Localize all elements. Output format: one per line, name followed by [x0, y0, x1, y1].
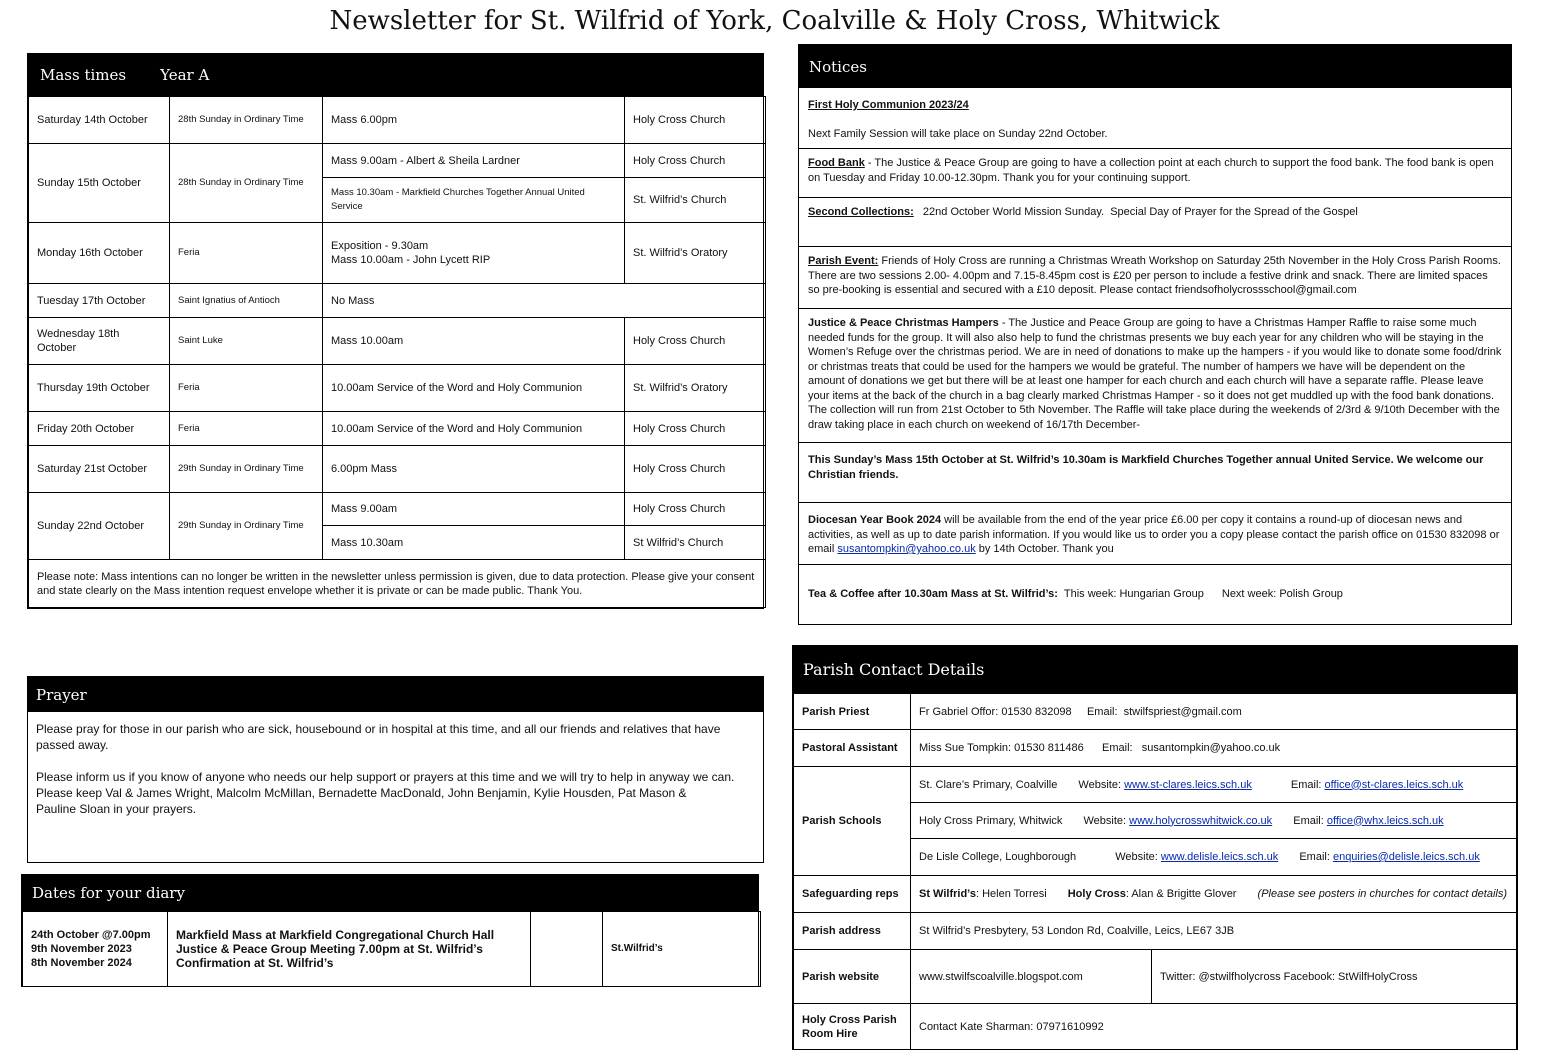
- notice-christmas-hampers: [799, 309, 1511, 443]
- school-email-link[interactable]: office@whx.leics.sch.uk: [1326, 814, 1444, 827]
- email-label: Email:: [1293, 814, 1327, 827]
- safeguard-name: : Helen Torresi: [975, 888, 1047, 900]
- safeguard-name: : Alan & Brigitte Glover: [1125, 888, 1237, 900]
- notice-text: This week: Hungarian Group: [1057, 588, 1204, 601]
- day-cell: Tuesday 17th October: [29, 284, 170, 318]
- notice-title: Second Collections:: [808, 206, 914, 218]
- prayer-panel: [27, 676, 764, 863]
- diary-event: Justice & Peace Group Meeting 7.00pm at St. Wilfrid’s: [176, 942, 483, 956]
- notice-text: will be available from the end of the year price £6.00 per copy it contains a round-up of diocesan news and activities, as well as up to date parish information. If you would like us to order you a copy please contact the parish office on 01530 832098 or email: [808, 514, 1500, 555]
- contact-value: St Wilfrid’s Presbytery, 53 London Rd, Coalville, Leics, LE67 3JB: [911, 913, 1517, 950]
- mass-times-title: Mass times: [40, 66, 127, 84]
- notices-panel: [798, 44, 1512, 625]
- notice-first-communion: [799, 88, 1511, 149]
- school-website-link[interactable]: www.holycrosswhitwick.co.uk: [1129, 814, 1273, 827]
- table-row: [29, 560, 766, 608]
- feast-cell: Feria: [170, 365, 323, 412]
- contact-value: Contact Kate Sharman: 07971610992: [911, 1004, 1517, 1050]
- table-row: [794, 913, 1517, 950]
- email-label: Email:: [1290, 778, 1325, 791]
- social-media: Twitter: @stwilfholycross Facebook: StWilfHolyCross: [1152, 950, 1517, 1004]
- prayer-header: Prayer: [28, 677, 763, 712]
- school-website-link[interactable]: www.st-clares.leics.sch.uk: [1124, 778, 1252, 791]
- contact-label: Parish website: [794, 950, 911, 1004]
- diary-event: Markfield Mass at Markfield Congregational Church Hall: [176, 928, 495, 942]
- feast-cell: Saint Ignatius of Antioch: [170, 284, 323, 318]
- page-title: Newsletter for St. Wilfrid of York, Coalville & Holy Cross, Whitwick: [329, 6, 1220, 36]
- parish-website[interactable]: www.stwilfscoalville.blogspot.com: [911, 950, 1152, 1004]
- diary-table: [22, 911, 761, 987]
- notice-second-collections: [799, 198, 1511, 247]
- prayer-body: [28, 712, 763, 826]
- feast-cell: 28th Sunday in Ordinary Time: [170, 144, 323, 223]
- place-cell: St. Wilfrid’s Oratory: [625, 365, 766, 412]
- place-cell: Holy Cross Church: [625, 412, 766, 446]
- notice-text: 22nd October World Mission Sunday. Special Day of Prayer for the Spread of the Gospel: [913, 206, 1358, 218]
- day-cell: Wednesday 18th October: [29, 318, 170, 365]
- notice-text: - The Justice & Peace Group are going to have a collection point at each church to support the food bank. The food bank is open on Tuesday and Friday 10.00-12.30pm. Thank you for your continuing support.: [808, 157, 1494, 184]
- safeguard-church: Holy Cross: [1067, 888, 1126, 900]
- contact-label: Parish address: [794, 913, 911, 950]
- table-row: [29, 97, 766, 144]
- notice-text: Friends of Holy Cross are running a Christmas Wreath Workshop on Saturday 25th November in the Holy Cross Parish Rooms. There are two sessions 2.00- 4.00pm and 7.15-8.45pm cost is £20 per person to include a festive drink and snack. There are limited spaces so pre-booking is essential and secured with a £10 deposit. Please contact friendsofholycrossschool@gmail.com: [808, 255, 1501, 296]
- email-label: Email:: [1299, 851, 1333, 863]
- table-row: [794, 876, 1517, 913]
- diary-place: St.Wilfrid’s: [603, 912, 761, 987]
- mass-cell: Mass 9.00am: [323, 493, 625, 526]
- notice-title: First Holy Communion 2023/24: [808, 99, 969, 111]
- notice-title: Justice & Peace Christmas Hampers: [808, 317, 999, 329]
- notice-title: Tea & Coffee after 10.30am Mass at St. Wilfrid’s:: [808, 588, 1058, 601]
- mass-cell: Mass 10.30am - Markfield Churches Together Annual United Service: [323, 178, 625, 223]
- day-cell: Saturday 14th October: [29, 97, 170, 144]
- mass-times-panel: [27, 53, 764, 609]
- diary-panel: [21, 874, 759, 987]
- diary-dates: [23, 912, 168, 987]
- day-cell: Saturday 21st October: [29, 446, 170, 493]
- prayer-text: Please inform us if you know of anyone who needs our help support or prayers at this time and we will try to help in anyway we can.: [36, 770, 735, 784]
- school-email-link[interactable]: enquiries@delisle.leics.sch.uk: [1332, 851, 1480, 863]
- table-row: [794, 730, 1517, 767]
- feast-cell: 28th Sunday in Ordinary Time: [170, 97, 323, 144]
- table-row: [794, 694, 1517, 730]
- contact-label: Holy Cross Parish Room Hire: [794, 1004, 911, 1050]
- school-row: [911, 839, 1517, 876]
- place-cell: Holy Cross Church: [625, 493, 766, 526]
- day-cell: Monday 16th October: [29, 223, 170, 284]
- place-cell: St. Wilfrid’s Oratory: [625, 223, 766, 284]
- contact-value: Fr Gabriel Offor: 01530 832098 Email: stwilfspriest@gmail.com: [911, 694, 1517, 730]
- contact-label: Parish Schools: [794, 767, 911, 876]
- day-cell: Sunday 15th October: [29, 144, 170, 223]
- safeguard-church: St Wilfrid’s: [919, 888, 976, 900]
- school-email-link[interactable]: office@st-clares.leics.sch.uk: [1324, 778, 1464, 791]
- diary-header: Dates for your diary: [22, 875, 758, 911]
- school-website-link[interactable]: www.delisle.leics.sch.uk: [1160, 851, 1279, 863]
- table-row: [29, 223, 766, 284]
- mass-line: Mass 10.00am - John Lycett RIP: [331, 254, 491, 266]
- feast-cell: Feria: [170, 223, 323, 284]
- mass-cell: Mass 10.30am: [323, 526, 625, 560]
- day-cell: Thursday 19th October: [29, 365, 170, 412]
- mass-cell: 10.00am Service of the Word and Holy Communion: [323, 365, 625, 412]
- notice-text: Next week: Polish Group: [1221, 588, 1343, 601]
- notice-text: Next Family Session will take place on Sunday 22nd October.: [808, 127, 1108, 140]
- contact-value: Miss Sue Tompkin: 01530 811486 Email: susantompkin@yahoo.co.uk: [911, 730, 1517, 767]
- place-cell: Holy Cross Church: [625, 144, 766, 178]
- notice-tea-coffee: [799, 565, 1511, 624]
- school-name: St. Clare’s Primary, Coalville: [919, 778, 1058, 791]
- notice-title: Diocesan Year Book 2024: [808, 514, 942, 526]
- table-row: [29, 284, 766, 318]
- feast-cell: 29th Sunday in Ordinary Time: [170, 446, 323, 493]
- contact-label: Pastoral Assistant: [794, 730, 911, 767]
- contact-table: [793, 693, 1517, 1050]
- prayer-text: Pauline Sloan in your prayers.: [36, 802, 197, 816]
- diary-events: [168, 912, 531, 987]
- notice-text: - The Justice and Peace Group are going to have a Christmas Hamper Raffle to raise some much needed funds for the group. It will also also help to fund the christmas presents we buy each year for any children who will be staying in the Women’s Refuge over the christmas period. We are in need of donations to make up the hampers - if you would like to donate some food/drink or christmas treats that could be used for the hampers we would be grateful. The number of hampers we have will be dependent on the amount of donations we get but there will be at least one hamper for each church and each church will have a separate raffle. Please leave your items at the back of the church in a bag clearly marked Christmas Hamper - so it does not get muddled up with the food bank donations. The collection will run from 21st October to 5th November. The Raffle will take place during the weekends of 2/3rd & 9/10th December with the draw taking place in each church on weekend of 16/17th December-: [808, 317, 1502, 431]
- place-cell: St Wilfrid’s Church: [625, 526, 766, 560]
- table-row: [794, 767, 1517, 803]
- feast-cell: 29th Sunday in Ordinary Time: [170, 493, 323, 560]
- contact-label: Safeguarding reps: [794, 876, 911, 913]
- day-cell: Friday 20th October: [29, 412, 170, 446]
- notice-year-book: [799, 503, 1511, 565]
- mass-line: Exposition - 9.30am: [331, 240, 429, 252]
- mass-cell: No Mass: [323, 284, 766, 318]
- table-row: [29, 493, 766, 526]
- day-cell: Sunday 22nd October: [29, 493, 170, 560]
- school-row: [911, 767, 1517, 803]
- email-link[interactable]: susantompkin@yahoo.co.uk: [837, 543, 976, 555]
- contact-label: Parish Priest: [794, 694, 911, 730]
- table-row: [29, 446, 766, 493]
- website-label: Website:: [1115, 851, 1161, 863]
- mass-times-header: [28, 54, 763, 96]
- liturgical-year: Year A: [160, 66, 210, 84]
- table-row: [29, 412, 766, 446]
- contact-header: Parish Contact Details: [793, 646, 1517, 693]
- contact-value: [911, 876, 1517, 913]
- mass-cell: 10.00am Service of the Word and Holy Communion: [323, 412, 625, 446]
- place-cell: Holy Cross Church: [625, 97, 766, 144]
- notice-title: Food Bank: [808, 157, 865, 169]
- diary-date: 9th November 2023: [31, 943, 132, 955]
- contact-panel: [792, 645, 1518, 1050]
- mass-cell: Mass 6.00pm: [323, 97, 625, 144]
- table-row: [29, 318, 766, 365]
- mass-note: Please note: Mass intentions can no longer be written in the newsletter unless permission is given, due to data protection. Please give your consent and state clearly on the Mass intention request envelope whether it is private or can be made public. Thank You.: [29, 560, 766, 608]
- prayer-text: Please keep Val & James Wright, Malcolm McMillan, Bernadette MacDonald, John Benjamin, Kylie Housden, Pat Mason &: [36, 786, 687, 800]
- notice-parish-event: [799, 247, 1511, 309]
- mass-cell: Mass 9.00am - Albert & Sheila Lardner: [323, 144, 625, 178]
- place-cell: Holy Cross Church: [625, 318, 766, 365]
- notice-united-service: This Sunday’s Mass 15th October at St. Wilfrid’s 10.30am is Markfield Churches Together annual United Service. We welcome our Christian friends.: [799, 443, 1511, 503]
- mass-cell: 6.00pm Mass: [323, 446, 625, 493]
- diary-date: 24th October @7.00pm: [31, 929, 151, 941]
- notice-title: Parish Event:: [808, 255, 879, 267]
- mass-cell: [323, 223, 625, 284]
- diary-date: 8th November 2024: [31, 957, 132, 969]
- feast-cell: Saint Luke: [170, 318, 323, 365]
- table-row: [23, 912, 761, 987]
- notice-text: by 14th October. Thank you: [975, 543, 1114, 555]
- prayer-text: Please pray for those in our parish who are sick, housebound or in hospital at this time, and all our friends and relatives that have passed away.: [36, 722, 721, 752]
- table-row: [794, 950, 1517, 1004]
- safeguard-note: (Please see posters in churches for contact details): [1257, 888, 1508, 900]
- diary-event: Confirmation at St. Wilfrid’s: [176, 956, 334, 970]
- website-label: Website:: [1083, 814, 1130, 827]
- notice-food-bank: [799, 149, 1511, 198]
- table-row: [29, 144, 766, 178]
- table-row: [29, 365, 766, 412]
- place-cell: St. Wilfrid’s Church: [625, 178, 766, 223]
- feast-cell: Feria: [170, 412, 323, 446]
- table-row: [794, 1004, 1517, 1050]
- school-name: De Lisle College, Loughborough: [919, 851, 1077, 863]
- diary-empty-cell: [531, 912, 603, 987]
- mass-times-table: [28, 96, 766, 608]
- school-row: [911, 803, 1517, 839]
- school-name: Holy Cross Primary, Whitwick: [919, 814, 1063, 827]
- website-label: Website:: [1078, 778, 1125, 791]
- notices-header: Notices: [799, 45, 1511, 88]
- mass-cell: Mass 10.00am: [323, 318, 625, 365]
- place-cell: Holy Cross Church: [625, 446, 766, 493]
